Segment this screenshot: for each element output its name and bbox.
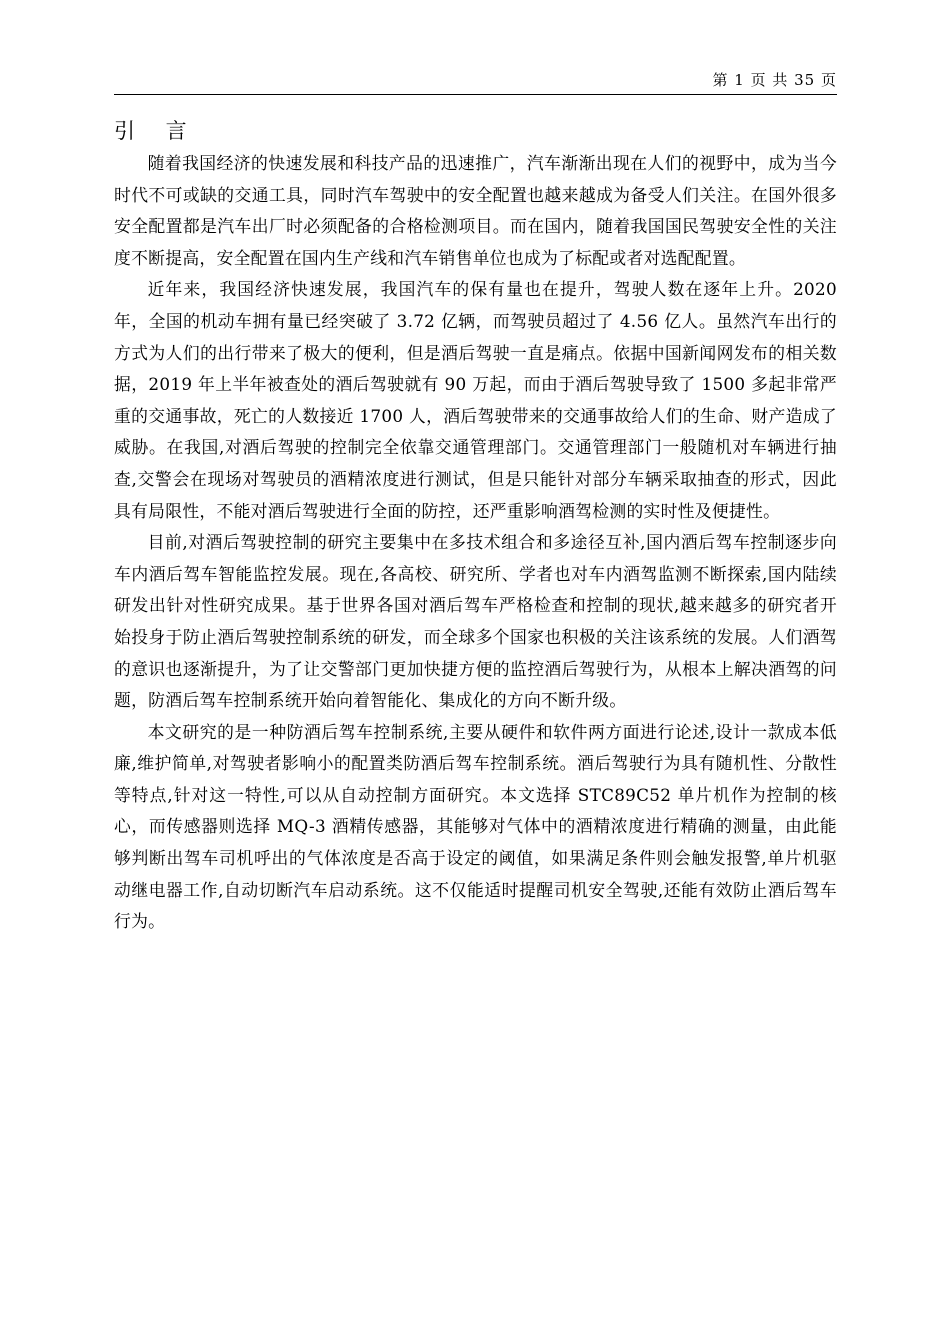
paragraph-1: 随着我国经济的快速发展和科技产品的迅速推广，汽车渐渐出现在人们的视野中，成为当今时代不可或缺的交通工具，同时汽车驾驶中的安全配置也越来越成为备受人们关注。在国外很多安全配置都是汽车出厂时必须配备的合格检测项目。而在国内，随着我国国民驾驶安全性的关注度不断提高，安全配置在国内生产线和汽车销售单位也成为了标配或者对选配配置。 <box>114 153 837 268</box>
document-body <box>114 116 837 938</box>
page-header <box>114 70 837 95</box>
section-title: 引 言 <box>114 119 199 143</box>
paragraph-4: 本文研究的是一种防酒后驾车控制系统,主要从硬件和软件两方面进行论述,设计一款成本低廉,维护简单,对驾驶者影响小的配置类防酒后驾车控制系统。酒后驾驶行为具有随机性、分散性等特点,针对这一特性,可以从自动控制方面研究。本文选择 STC89C52 单片机作为控制的核心，而传感器则选择 MQ-3 酒精传感器，其能够对气体中的酒精浓度进行精确的测量，由此能够判断出驾车司机呼出的气体浓度是否高于设定的阈值，如果满足条件则会触发报警,单片机驱动继电器工作,自动切断汽车启动系统。这不仅能适时提醒司机安全驾驶,还能有效防止酒后驾车行为。 <box>114 721 837 932</box>
paragraph-2: 近年来，我国经济快速发展，我国汽车的保有量也在提升，驾驶人数在逐年上升。2020 年，全国的机动车拥有量已经突破了 3.72 亿辆，而驾驶员超过了 4.56 亿人。虽然汽车出行的方式为人们的出行带来了极大的便利，但是酒后驾驶一直是痛点。依据中国新闻网发布的相关数据，2019 年上半年被查处的酒后驾驶就有 90 万起，而由于酒后驾驶导致了 1500 多起非常严重的交通事故，死亡的人数接近 1700 人，酒后驾驶带来的交通事故给人们的生命、财产造成了威胁。在我国,对酒后驾驶的控制完全依靠交通管理部门。交通管理部门一般随机对车辆进行抽查,交警会在现场对驾驶员的酒精浓度进行测试，但是只能针对部分车辆采取抽查的形式，因此具有局限性，不能对酒后驾驶进行全面的防控，还严重影响酒驾检测的实时性及便捷性。 <box>114 279 837 521</box>
page-number: 第 1 页 共 35 页 <box>712 71 837 89</box>
paragraph-3: 目前,对酒后驾驶控制的研究主要集中在多技术组合和多途径互补,国内酒后驾车控制逐步向车内酒后驾车智能监控发展。现在,各高校、研究所、学者也对车内酒驾监测不断探索,国内陆续研发出针对性研究成果。基于世界各国对酒后驾车严格检查和控制的现状,越来越多的研究者开始投身于防止酒后驾驶控制系统的研发，而全球多个国家也积极的关注该系统的发展。人们酒驾的意识也逐渐提升，为了让交警部门更加快捷方便的监控酒后驾驶行为，从根本上解决酒驾的问题，防酒后驾车控制系统开始向着智能化、集成化的方向不断升级。 <box>114 532 837 711</box>
